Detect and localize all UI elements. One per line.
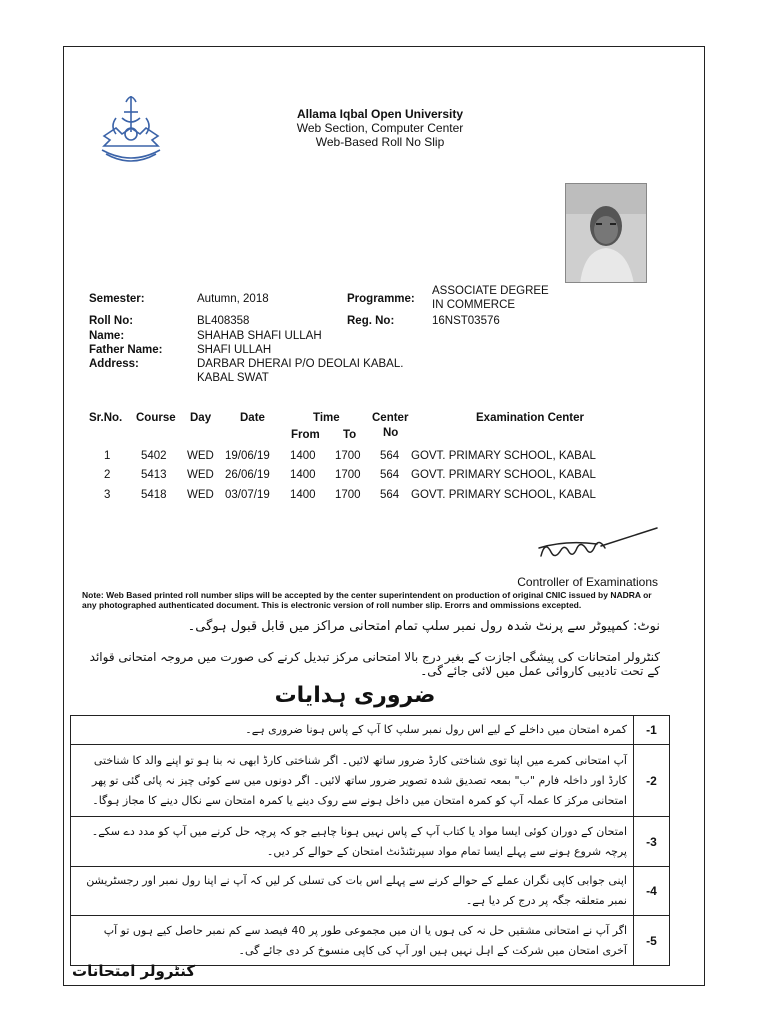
instruction-row bbox=[71, 745, 670, 817]
address-label: Address: bbox=[89, 358, 139, 370]
instruction-number: -1 bbox=[634, 716, 670, 745]
row-center: 564 bbox=[380, 469, 400, 481]
col-from: From bbox=[291, 429, 320, 441]
col-day: Day bbox=[190, 412, 212, 424]
address-line2: KABAL SWAT bbox=[197, 372, 269, 384]
row-day: WED bbox=[187, 469, 214, 481]
urdu-note-1: نوٹ: کمپیوٹر سے پرنٹ شدہ رول نمبر سلپ تمام امتحانی مراکز میں قابل قبول ہوگی۔ bbox=[187, 619, 660, 634]
instruction-text: اگر آپ نے امتحانی مشقیں حل نہ کی ہوں یا ان میں مجموعی طور پر 40 فیصد سے کم نمبر حاصل کیے ہوں تو آپ آخری امتحان میں شرکت کے اہل نہیں ہیں اور آپ کی کاپی منسوخ کر دی جائے گی۔ bbox=[71, 916, 634, 966]
section-name: Web Section, Computer Center bbox=[296, 121, 464, 135]
row-date: 03/07/19 bbox=[225, 489, 270, 501]
document-title: Web-Based Roll No Slip bbox=[315, 135, 445, 149]
urdu-controller-footer: کنٹرولر امتحانات bbox=[72, 962, 196, 980]
semester-label: Semester: bbox=[89, 293, 145, 305]
col-exam-center: Examination Center bbox=[476, 412, 584, 424]
row-from: 1400 bbox=[290, 489, 316, 501]
instruction-row bbox=[71, 817, 670, 867]
instruction-number: -5 bbox=[634, 916, 670, 966]
row-course: 5402 bbox=[141, 450, 167, 462]
col-center-no: No bbox=[383, 427, 399, 439]
roll-label: Roll No: bbox=[89, 315, 134, 327]
col-date: Date bbox=[240, 412, 265, 424]
col-course: Course bbox=[136, 412, 176, 424]
photo-image bbox=[566, 184, 647, 283]
row-sr: 1 bbox=[104, 450, 111, 462]
col-time: Time bbox=[313, 412, 340, 424]
father-value: SHAFI ULLAH bbox=[197, 344, 272, 356]
row-exam-center: GOVT. PRIMARY SCHOOL, KABAL bbox=[411, 469, 596, 481]
instructions-heading: ضروری ہدایات bbox=[274, 683, 436, 708]
row-to: 1700 bbox=[335, 469, 361, 481]
row-center: 564 bbox=[380, 450, 400, 462]
reg-value: 16NST03576 bbox=[432, 315, 500, 327]
row-day: WED bbox=[187, 489, 214, 501]
instruction-text: اپنی جوابی کاپی نگران عملے کے حوالے کرنے سے پہلے اس بات کی تسلی کر لیں کہ آپ نے اپنا رول نمبر اور رجسٹریشن نمبر متعلقہ جگہ پر درج کر دیا ہے۔ bbox=[71, 867, 634, 916]
programme-label: Programme: bbox=[347, 293, 415, 305]
col-srno: Sr.No. bbox=[89, 412, 123, 424]
row-to: 1700 bbox=[335, 489, 361, 501]
row-exam-center: GOVT. PRIMARY SCHOOL, KABAL bbox=[411, 489, 596, 501]
row-exam-center: GOVT. PRIMARY SCHOOL, KABAL bbox=[411, 450, 596, 462]
instruction-text: کمرہ امتحان میں داخلے کے لیے اس رول نمبر سلپ کا آپ کے پاس ہونا ضروری ہے۔ bbox=[71, 716, 634, 745]
instruction-row bbox=[71, 716, 670, 745]
roll-value: BL408358 bbox=[197, 315, 250, 327]
instruction-text: امتحان کے دوران کوئی ایسا مواد یا کتاب آپ کے پاس نہیں ہونا چاہیے جو کہ پرچہ حل کرنے میں آپ کو مدد دے سکے۔ پرچہ شروع ہونے سے پہلے ایسا تمام مواد سپرنٹنڈنٹ امتحان کے حوالے کر دیں۔ bbox=[71, 817, 634, 867]
student-photo bbox=[565, 183, 647, 283]
row-course: 5418 bbox=[141, 489, 167, 501]
father-label: Father Name: bbox=[89, 344, 163, 356]
controller-title: Controller of Examinations bbox=[517, 575, 658, 589]
name-label: Name: bbox=[89, 330, 125, 342]
row-sr: 3 bbox=[104, 489, 111, 501]
row-from: 1400 bbox=[290, 450, 316, 462]
row-day: WED bbox=[187, 450, 214, 462]
programme-value: ASSOCIATE DEGREE IN COMMERCE bbox=[432, 285, 549, 311]
row-course: 5413 bbox=[141, 469, 167, 481]
urdu-note-2: کنٹرولر امتحانات کی پیشگی اجازت کے بغیر درج بالا امتحانی مرکز تبدیل کرنے کی صورت میں مروجہ امتحانی قوائد کے تحت تادیبی کاروائی عمل میں لائی جائے گی۔ bbox=[89, 650, 660, 678]
row-from: 1400 bbox=[290, 469, 316, 481]
instruction-number: -3 bbox=[634, 817, 670, 867]
col-center: Center bbox=[372, 412, 409, 424]
row-date: 19/06/19 bbox=[225, 450, 270, 462]
instruction-number: -4 bbox=[634, 867, 670, 916]
instruction-number: -2 bbox=[634, 745, 670, 817]
reg-label: Reg. No: bbox=[347, 315, 395, 327]
instruction-row bbox=[71, 867, 670, 916]
semester-value: Autumn, 2018 bbox=[197, 293, 269, 305]
row-date: 26/06/19 bbox=[225, 469, 270, 481]
instruction-text: آپ امتحانی کمرے میں اپنا توی شناختی کارڈ ضرور ساتھ لائیں۔ اگر شناختی کارڈ ابھی نہ بنا ہو تو اپنے والد کا شناختی کارڈ اور داخلہ فارم "ب" بمعہ تصدیق شدہ تصویر ضرور ساتھ لائیں۔ اگر دونوں میں سے کوئی چیز نہ پائی گئی تو پھر امتحانی مرکز کا عملہ آپ کو کمرہ امتحان میں داخل ہونے سے روک دینے یا کمرہ امتحان سے نکال دینے کا مجاز ہوگا۔ bbox=[71, 745, 634, 817]
instruction-row bbox=[71, 916, 670, 966]
instructions-table bbox=[70, 715, 670, 966]
row-sr: 2 bbox=[104, 469, 111, 481]
row-center: 564 bbox=[380, 489, 400, 501]
col-to: To bbox=[343, 429, 357, 441]
controller-signature bbox=[535, 522, 660, 572]
university-logo bbox=[96, 88, 166, 168]
address-line1: DARBAR DHERAI P/O DEOLAI KABAL. bbox=[197, 358, 404, 370]
row-to: 1700 bbox=[335, 450, 361, 462]
disclaimer-note: Note: Web Based printed roll number slips will be accepted by the center superintendent on production of original CNIC issued by NADRA or any photographed authenticated document. This is electronic version of roll number slip. Erorrs and ommissions excepted. bbox=[82, 590, 652, 610]
university-name: Allama Iqbal Open University bbox=[296, 107, 464, 121]
name-value: SHAHAB SHAFI ULLAH bbox=[197, 330, 322, 342]
